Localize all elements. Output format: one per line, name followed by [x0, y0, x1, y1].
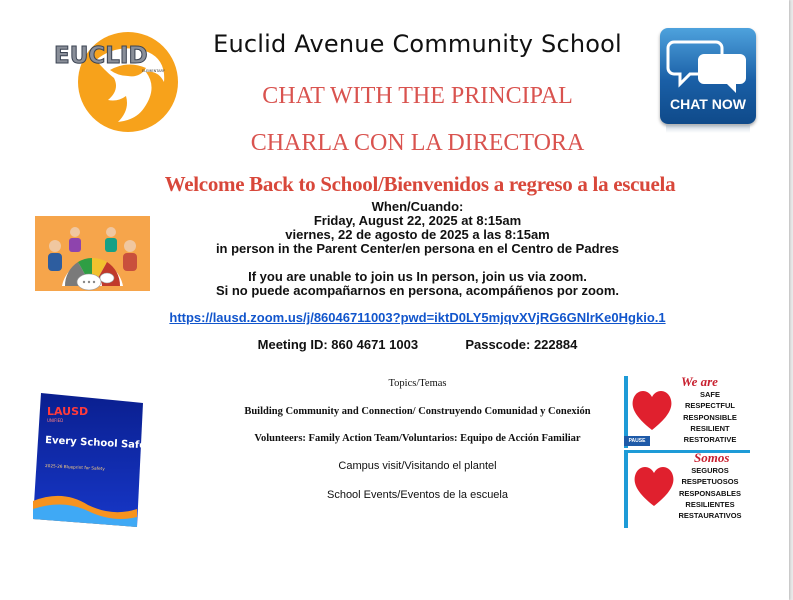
when-label: When/Cuando:	[371, 199, 464, 214]
date-english: Friday, August 22, 2025 at 8:15am	[313, 213, 522, 228]
event-details	[150, 200, 685, 298]
chat-bubbles-icon	[660, 28, 756, 98]
values-spanish-panel	[624, 450, 750, 528]
value-word: SEGUROS	[691, 466, 729, 475]
values-spanish-heading: Somos	[694, 450, 730, 465]
meeting-credentials	[150, 337, 685, 352]
heading-chat-spanish: CHARLA CON LA DIRECTORA	[250, 130, 585, 156]
topic-item: Building Community and Connection/ Construyendo Comunidad y Conexión	[244, 406, 591, 417]
zoom-invite-spanish: Si no puede acompañarnos en persona, acompáñenos por zoom.	[215, 283, 620, 298]
date-spanish: viernes, 22 de agosto de 2025 a las 8:15am	[285, 227, 550, 242]
value-word: RESILIENT	[690, 423, 730, 433]
welcome-heading: Welcome Back to School/Bienvenidos a regreso a la escuela	[164, 172, 676, 196]
meeting-id: Meeting ID: 860 4671 1003	[257, 337, 419, 352]
school-values-graphic	[624, 376, 750, 528]
value-word: RESPECTFUL	[684, 401, 735, 411]
chat-now-label: CHAT NOW	[670, 96, 746, 112]
topics-heading: Topics/Temas	[388, 378, 447, 389]
book-title: Every School Safe	[44, 435, 143, 452]
value-word: RESTAURATIVOS	[678, 511, 742, 521]
heading-chat-english: CHAT WITH THE PRINCIPAL	[262, 83, 573, 109]
value-word: SAFE	[699, 390, 720, 399]
topic-item: Campus visit/Visitando el plantel	[338, 460, 497, 472]
value-word: RESTORATIVE	[683, 435, 737, 445]
chat-now-tile	[660, 28, 756, 124]
logo-subtext: ELEMENTARY	[142, 69, 165, 73]
book-subtitle: 2025-26 Blueprint for Safety	[44, 463, 105, 472]
book-brand-sub: UNIFIED	[47, 418, 64, 423]
zoom-invite-english: If you are unable to join us In person, join us via zoom.	[248, 269, 587, 284]
value-word: RESILIENTES	[685, 499, 735, 509]
values-english-heading: We are	[681, 374, 718, 389]
values-english-panel	[624, 376, 750, 448]
event-location: in person in the Parent Center/en persona en el Centro de Padres	[215, 241, 620, 256]
value-word: RESPETUOSOS	[681, 477, 739, 487]
values-spanish-list	[670, 465, 750, 521]
chat-now-graphic	[660, 28, 756, 130]
topic-item: Volunteers: Family Action Team/Voluntarios: Equipo de Acción Familiar	[254, 433, 581, 444]
family-discussion-illustration	[35, 216, 150, 291]
book-brand: LAUSD	[47, 405, 89, 418]
logo-text: EUCLID	[54, 43, 148, 69]
pause-badge: PAUSE	[624, 436, 650, 446]
value-word: RESPONSIBLE	[683, 412, 737, 422]
topic-item: School Events/Eventos de la escuela	[326, 489, 508, 501]
values-english-list	[670, 389, 750, 445]
school-name: Euclid Avenue Community School	[213, 30, 622, 58]
zoom-link[interactable]: https://lausd.zoom.us/j/86046711003?pwd=iktD0LY5mjqvXVjRG6GNlrKe0Hgkio.1	[169, 310, 666, 325]
passcode: Passcode: 222884	[465, 337, 578, 352]
value-word: RESPONSABLES	[678, 488, 742, 498]
euclid-logo	[48, 30, 184, 132]
every-school-safe-cover	[33, 393, 143, 527]
heart-icon	[628, 384, 676, 434]
